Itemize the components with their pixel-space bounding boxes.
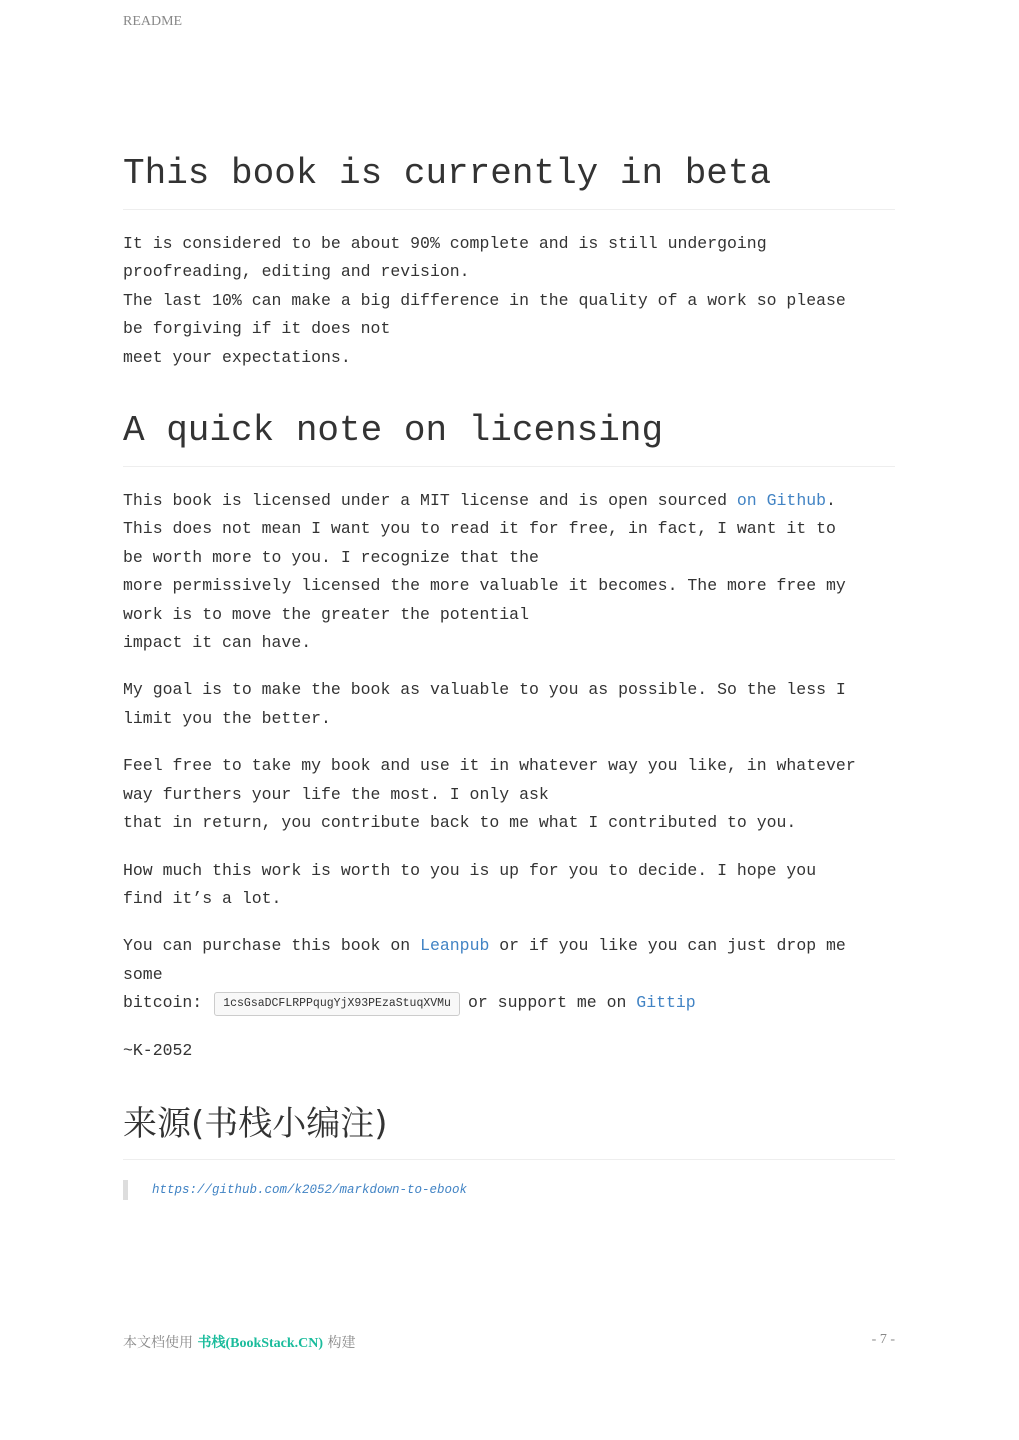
license-paragraph-3 <box>123 752 895 837</box>
license-p1-line-6: impact it can have. <box>123 633 312 653</box>
license-p1-period: . <box>826 491 836 511</box>
license-p1-line-4: more permissively licensed the more valuable it becomes. The more free my <box>123 576 846 596</box>
beta-line-5: meet your expectations. <box>123 347 351 367</box>
license-p1-line-2: This does not mean I want you to read it for free, in fact, I want it to <box>123 519 836 539</box>
bitcoin-label: bitcoin: <box>123 993 203 1013</box>
running-header-title: README <box>123 14 183 29</box>
heading-licensing: A quick note on licensing <box>123 407 895 467</box>
bitcoin-address-code: 1csGsaDCFLRPPqugYjX93PEzaStuqXVMu <box>214 992 460 1016</box>
license-paragraph-2 <box>123 676 895 733</box>
footer-built-with <box>123 1332 356 1352</box>
license-p1-line-5: work is to move the greater the potential <box>123 604 529 624</box>
license-p4-line-2: find it’s a lot. <box>123 888 282 908</box>
source-repo-link[interactable]: https://github.com/k2052/markdown-to-ebook <box>152 1182 468 1197</box>
beta-line-4: be forgiving if it does not <box>123 319 391 339</box>
license-p1-line-3: be worth more to you. I recognize that the <box>123 547 539 567</box>
license-paragraph-1 <box>123 487 895 657</box>
license-p5-text-1: You can purchase this book on <box>123 936 421 956</box>
beta-paragraph <box>123 230 895 372</box>
leanpub-link[interactable]: Leanpub <box>420 936 490 956</box>
signature: ~K-2052 <box>123 1040 193 1060</box>
license-p5-text-2: or if you like you can just drop me <box>489 936 846 956</box>
github-link[interactable]: on Github <box>736 491 827 511</box>
license-p3-line-3: that in return, you contribute back to me what I contributed to you. <box>123 813 797 833</box>
document-body <box>123 150 895 1200</box>
license-p5-text-3: or support me on <box>467 993 637 1013</box>
license-p2-line-1: My goal is to make the book as valuable to you as possible. So the less I <box>123 680 846 700</box>
page-number: - 7 - <box>871 1332 895 1347</box>
license-p3-line-1: Feel free to take my book and use it in whatever way you like, in whatever <box>123 756 856 776</box>
gittip-link[interactable]: Gittip <box>636 993 696 1013</box>
license-p3-line-2: way furthers your life the most. I only ask <box>123 784 549 804</box>
license-p2-line-2: limit you the better. <box>123 708 331 728</box>
beta-line-3: The last 10% can make a big difference in the quality of a work so please <box>123 290 846 310</box>
heading-source: 来源(书栈小编注) <box>123 1100 895 1160</box>
footer-suffix: 构建 <box>323 1335 356 1351</box>
beta-line-1: It is considered to be about 90% complete and is still undergoing <box>123 234 767 253</box>
license-p4-line-1: How much this work is worth to you is up for you to decide. I hope you <box>123 860 817 880</box>
license-paragraph-5 <box>123 932 895 1017</box>
license-p5-line-2: some <box>123 964 163 984</box>
license-paragraph-4 <box>123 857 895 914</box>
source-blockquote <box>123 1180 895 1200</box>
beta-line-2: proofreading, editing and revision. <box>123 262 470 282</box>
heading-beta: This book is currently in beta <box>123 150 895 210</box>
bookstack-brand-link[interactable]: 书栈(BookStack.CN) <box>197 1336 324 1351</box>
license-p1-text: This book is licensed under a MIT license and is open sourced <box>123 491 737 511</box>
footer-prefix: 本文档使用 <box>123 1335 198 1351</box>
